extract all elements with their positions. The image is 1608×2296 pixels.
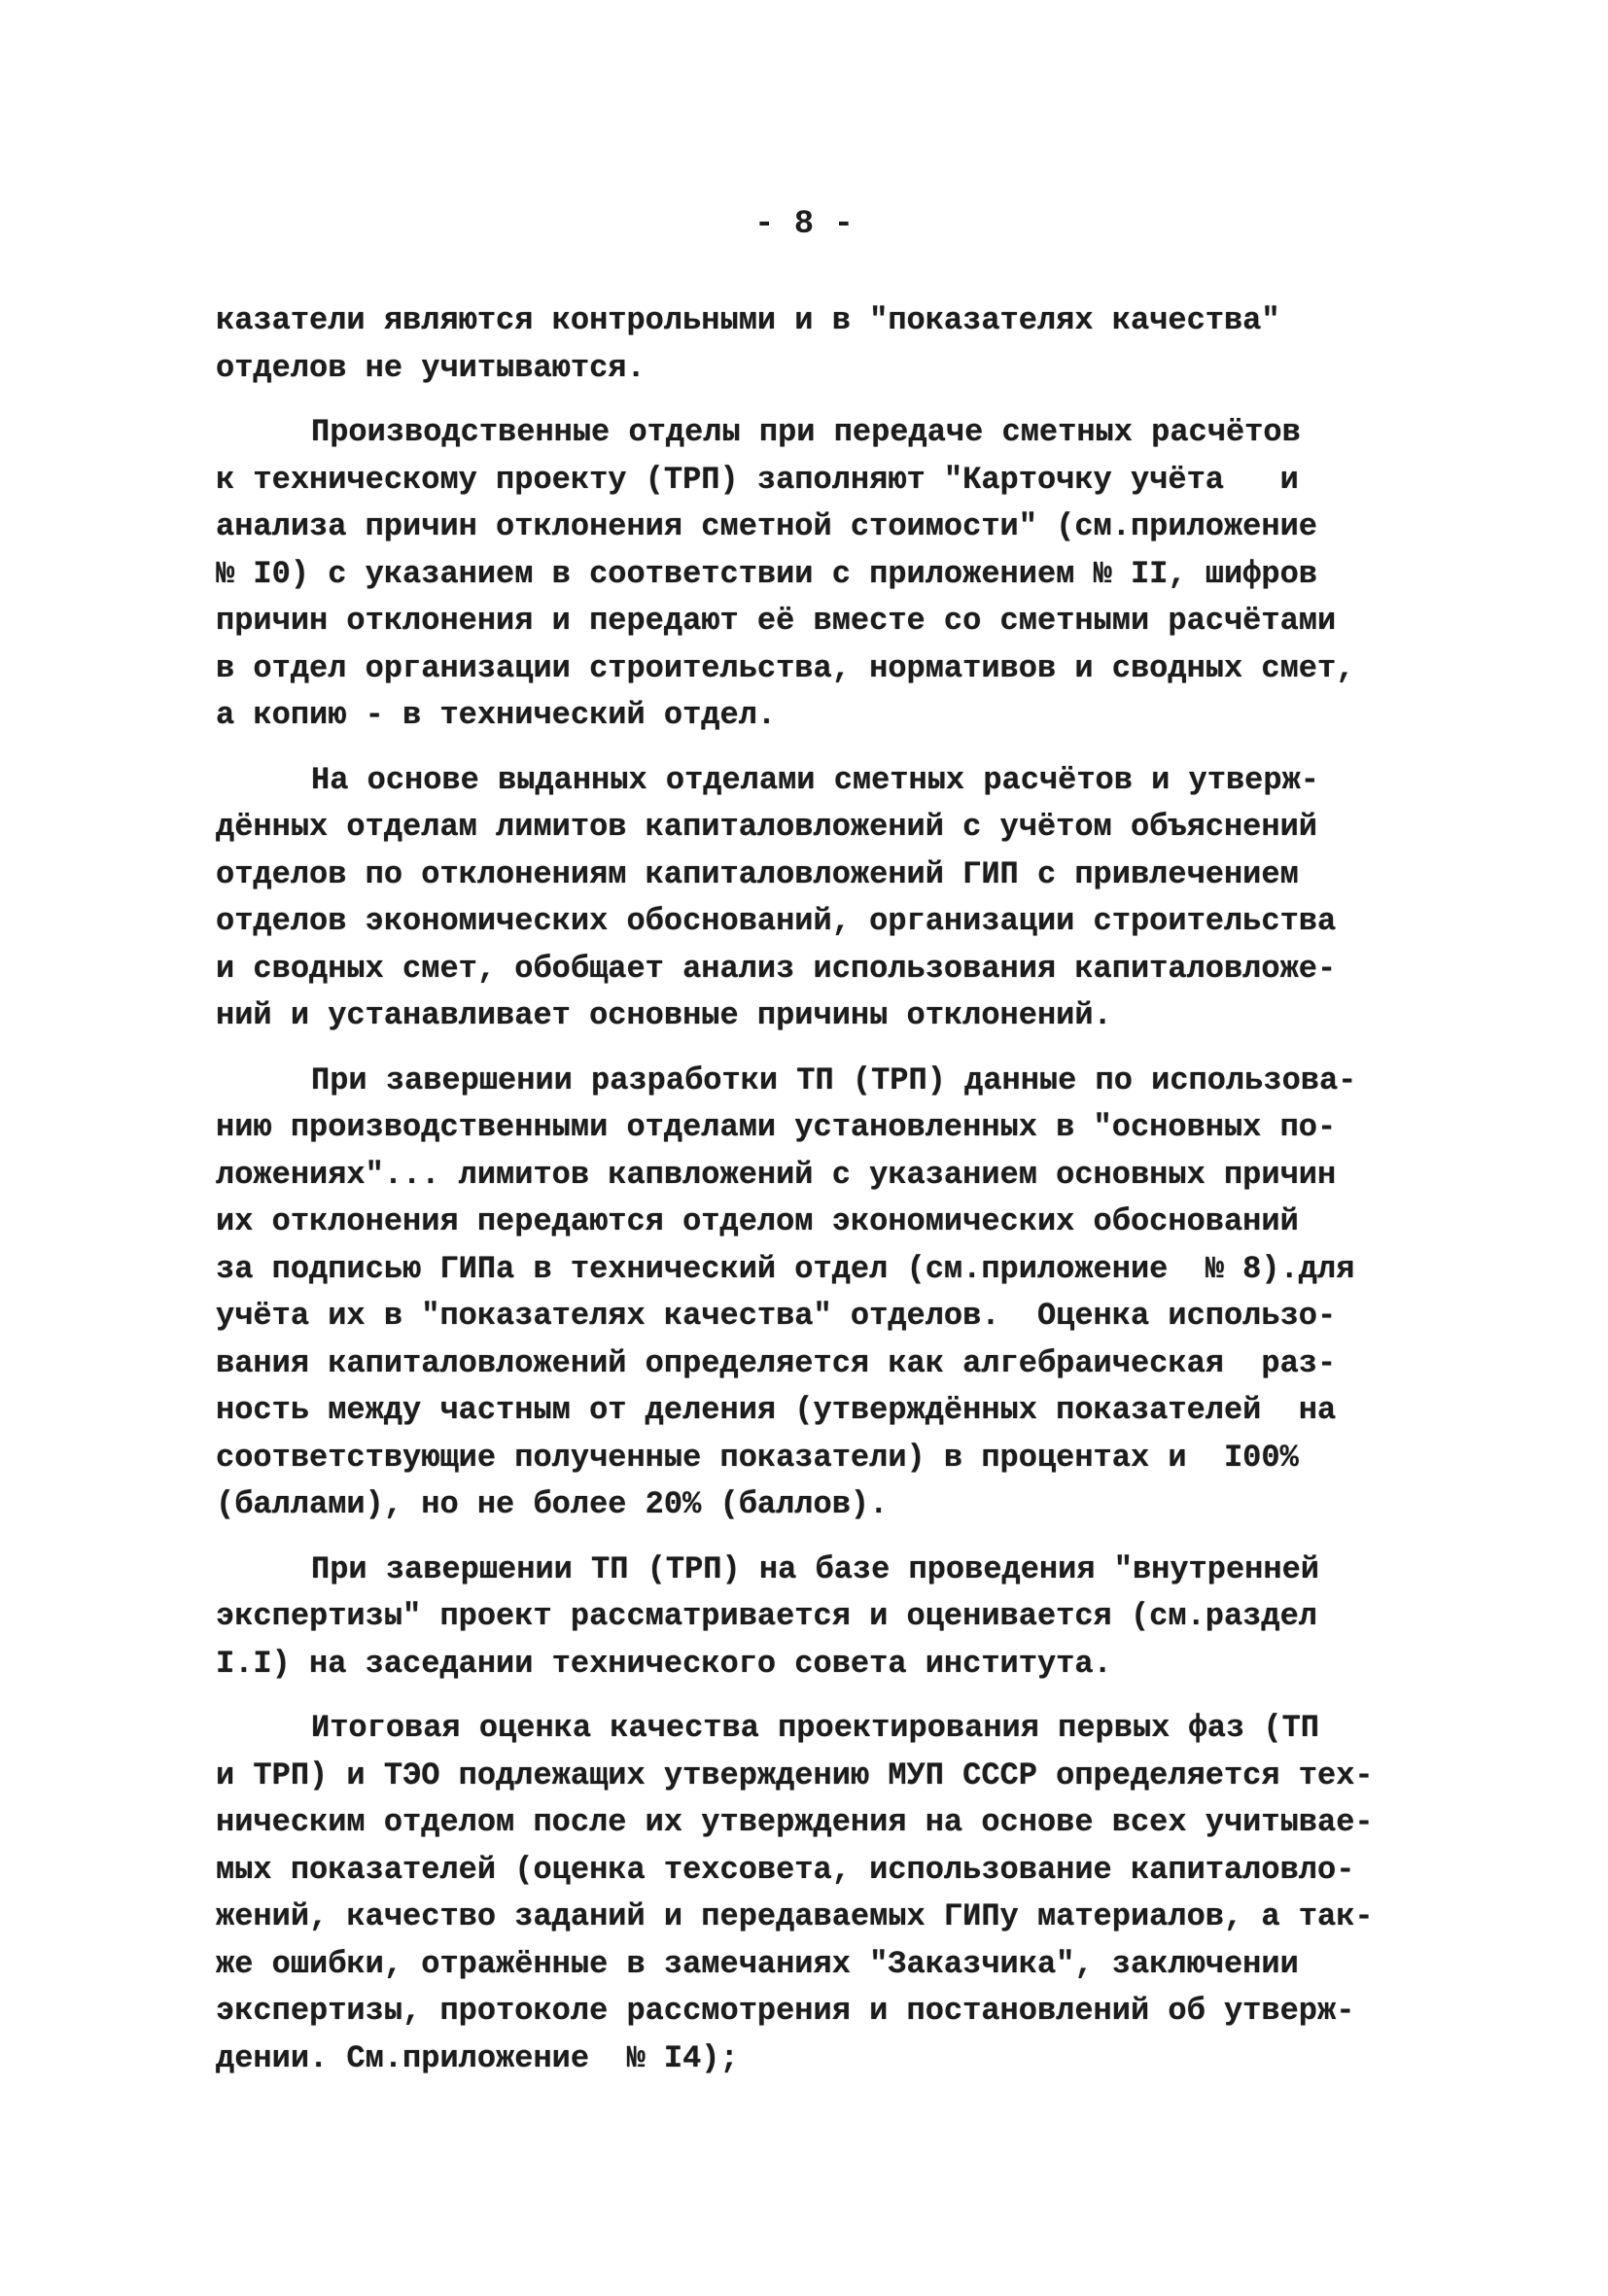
text-line: № I0) с указанием в соответствии с приложением № II, шифров: [216, 555, 1317, 592]
text-line: При завершении ТП (ТРП) на базе проведения "внутренней: [311, 1550, 1319, 1587]
text-line: На основе выданных отделами сметных расчётов и утверж-: [311, 761, 1319, 798]
text-line: I.I) на заседании технического совета института.: [216, 1645, 1112, 1682]
text-line: отделов экономических обоснований, организации строительства: [216, 903, 1337, 939]
document-body: [216, 297, 1431, 2100]
text-line: мых показателей (оценка техсовета, использование капиталовло-: [216, 1851, 1355, 1888]
text-line: ность между частным от деления (утверждённых показателей на: [216, 1392, 1337, 1428]
text-line: и сводных смет, обобщает анализ использования капиталовложе-: [216, 950, 1337, 987]
text-line: Итоговая оценка качества проектирования первых фаз (ТП: [311, 1710, 1319, 1746]
text-line: их отклонения передаются отделом экономических обоснований: [216, 1203, 1299, 1239]
text-line: учёта их в "показателях качества" отделов. Оценка использо-: [216, 1298, 1337, 1334]
text-line: ний и устанавливает основные причины отклонений.: [216, 997, 1112, 1033]
text-line: При завершении разработки ТП (ТРП) данные по использова-: [311, 1061, 1357, 1098]
paragraph-continuation: [216, 297, 1431, 392]
text-line: казатели являются контрольными и в "показателях качества": [216, 302, 1280, 338]
text-line: нию производственными отделами установленных в "основных по-: [216, 1109, 1337, 1145]
text-line: вания капиталовложений определяется как алгебраическая раз-: [216, 1344, 1337, 1381]
text-line: а копию - в технический отдел.: [216, 697, 777, 733]
text-line: же ошибки, отражённые в замечаниях "Заказчика", заключении: [216, 1945, 1299, 1982]
text-line: и ТРП) и ТЭО подлежащих утверждению МУП СССР определяется тех-: [216, 1757, 1374, 1793]
text-line: экспертизы" проект рассматривается и оценивается (см.раздел: [216, 1598, 1317, 1634]
text-line: отделов по отклонениям капиталовложений ГИП с привлечением: [216, 855, 1299, 892]
text-line: жений, качество заданий и передаваемых ГИПу материалов, а так-: [216, 1898, 1374, 1934]
text-line: в отдел организации строительства, нормативов и сводных смет,: [216, 649, 1355, 686]
text-line: ническим отделом после их утверждения на основе всех учитывае-: [216, 1804, 1374, 1840]
paragraph-estimate-card: [216, 409, 1431, 740]
text-line: экспертизы, протоколе рассмотрения и постановлений об утверж-: [216, 1993, 1355, 2029]
paragraph-final-assessment: [216, 1705, 1431, 2082]
text-line: за подписью ГИПа в технический отдел (см.приложение № 8).для: [216, 1250, 1355, 1287]
paragraph-expertise: [216, 1547, 1431, 1688]
paragraph-analysis: [216, 757, 1431, 1040]
text-line: дении. См.приложение № I4);: [216, 2039, 739, 2076]
text-line: анализа причин отклонения сметной стоимости" (см.приложение: [216, 508, 1317, 544]
paragraph-completion: [216, 1058, 1431, 1529]
text-line: отделов не учитываются.: [216, 349, 646, 386]
text-line: (баллами), но не более 20% (баллов).: [216, 1486, 889, 1522]
text-line: к техническому проекту (ТРП) заполняют "Карточку учёта и: [216, 461, 1299, 498]
text-line: соответствующие полученные показатели) в процентах и I00%: [216, 1439, 1299, 1476]
page-number: - 8 -: [753, 206, 855, 243]
text-line: дённых отделам лимитов капиталовложений с учётом объяснений: [216, 809, 1317, 845]
text-line: ложениях"... лимитов капвложений с указанием основных причин: [216, 1156, 1337, 1193]
text-line: Производственные отделы при передаче сметных расчётов: [311, 414, 1301, 450]
text-line: причин отклонения и передают её вместе со сметными расчётами: [216, 603, 1337, 639]
